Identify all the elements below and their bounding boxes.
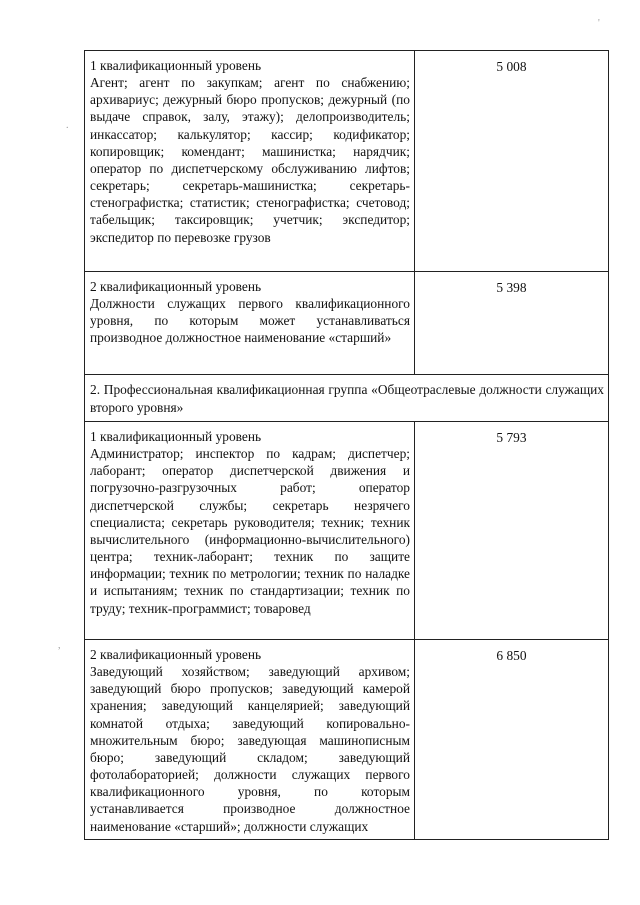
positions-cell (85, 51, 415, 272)
salary-cell (415, 51, 609, 272)
qualification-level: 1 квалификационный уровень (90, 58, 262, 73)
table-row (85, 272, 609, 375)
qualification-level: 2 квалификационный уровень (90, 279, 262, 294)
group-title: 2. Профессиональная квалификационная группа «Общеотраслевые должности служащих второго уровня» (90, 382, 604, 415)
scan-mark: , (58, 640, 61, 651)
table-row (85, 640, 609, 840)
scan-mark: ' (598, 18, 600, 29)
table-row (85, 422, 609, 640)
salary-value: 5 008 (496, 59, 527, 74)
qualification-level: 2 квалификационный уровень (90, 647, 262, 662)
positions-list: Администратор; инспектор по кадрам; диспетчер; лаборант; оператор диспетчерской движения и погрузочно-разгрузочных работ; оператор диспетчерской службы; секретарь незрячего специалиста; секретарь руководителя; техник; техник вычислительного (информационно-вычислительного) центра; техник-лаборант; техник по защите информации; техник по метрологии; техник по наладке и испытаниям; техник по стандартизации; техник по труду; техник-программист; товаровед (90, 446, 410, 616)
salary-value: 6 850 (496, 648, 527, 663)
salary-value: 5 793 (496, 430, 527, 445)
salary-cell (415, 272, 609, 375)
table-row (85, 51, 609, 272)
salary-value: 5 398 (496, 280, 527, 295)
scan-mark: . (66, 120, 69, 131)
qualification-table (84, 50, 609, 840)
group-header-row (85, 375, 609, 422)
group-header-cell (85, 375, 609, 422)
qualification-level: 1 квалификационный уровень (90, 429, 262, 444)
salary-cell (415, 422, 609, 640)
positions-cell (85, 640, 415, 840)
positions-cell (85, 272, 415, 375)
salary-cell (415, 640, 609, 840)
positions-list: Должности служащих первого квалификационного уровня, по которым может устанавливаться производное должностное наименование «старший» (90, 296, 410, 346)
positions-cell (85, 422, 415, 640)
positions-list: Агент; агент по закупкам; агент по снабжению; архивариус; дежурный бюро пропусков; дежурный (по выдаче справок, залу, этажу); делопроизводитель; инкассатор; калькулятор; кассир; кодификатор; копировщик; комендант; машинистка; нарядчик; оператор по диспетчерскому обслуживанию лифтов; секретарь; секретарь-машинистка; секретарь-стенографистка; статистик; стенографистка; счетовод; табельщик; таксировщик; учетчик; экспедитор; экспедитор по перевозке грузов (90, 75, 410, 245)
positions-list: Заведующий хозяйством; заведующий архивом; заведующий бюро пропусков; заведующий камерой хранения; заведующий канцелярией; заведующий комнатой отдыха; заведующий копировально-множительным бюро; заведующая машинописным бюро; заведующий складом; заведующий фотолабораторией; должности служащих первого квалификационного уровня, по которым устанавливается производное должностное наименование «старший»; должности служащих (90, 664, 410, 834)
